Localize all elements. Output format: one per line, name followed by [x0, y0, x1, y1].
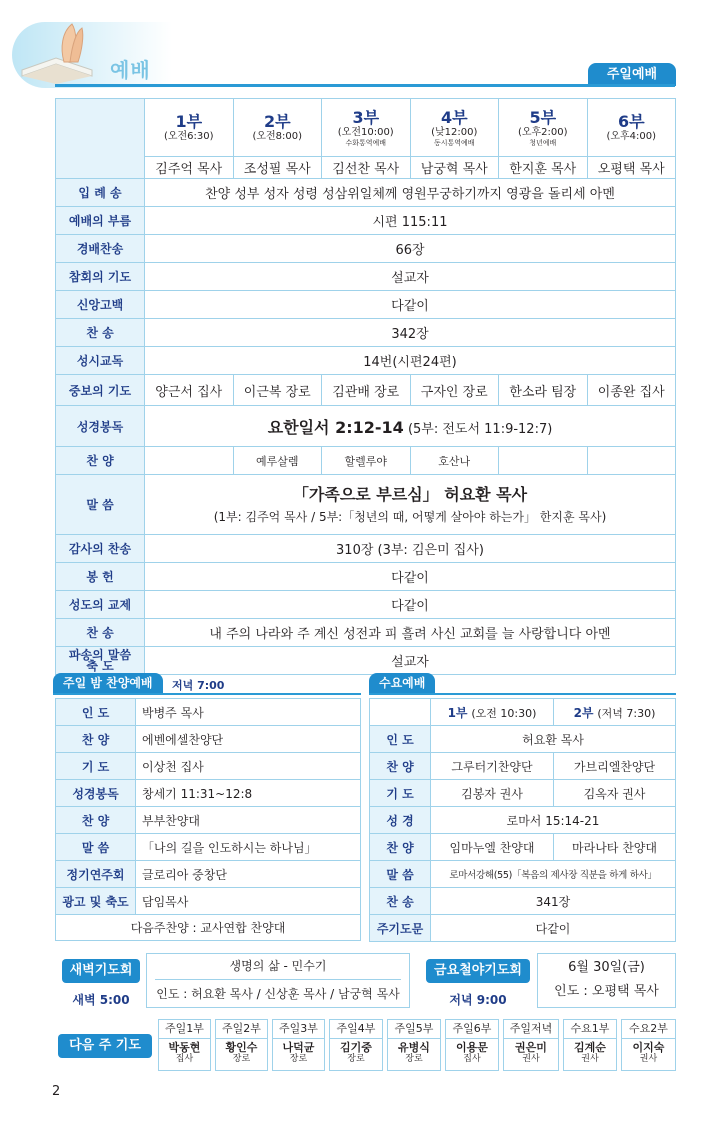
sermon-value	[145, 475, 676, 535]
wednesday-rule	[369, 693, 676, 695]
intercessor: 이근복 장로	[233, 375, 322, 406]
row-value: 창세기 11:31~12:8	[136, 780, 361, 807]
page-header	[0, 0, 715, 92]
service-header: 2부 (오전8:00)	[233, 99, 322, 157]
row-value: 66장	[145, 235, 676, 263]
row-value: 담임목사	[136, 888, 361, 915]
row-label: 찬 양	[56, 807, 136, 834]
row-label: 찬 송	[56, 619, 145, 647]
row-value: 내 주의 나라와 주 계신 성전과 피 흘려 사신 교회를 늘 사랑합니다 아멘	[145, 619, 676, 647]
row-value: 그루터기찬양단	[431, 753, 554, 780]
friday-date: 6월 30일(금)	[568, 960, 645, 975]
praying-hands-bible-icon	[12, 18, 100, 88]
row-value: 찬양 성부 성자 성령 성삼위일체께 영원무궁하기까지 영광을 돌리세 아멘	[145, 179, 676, 207]
sunday-night-title: 주일 밤 찬양예배	[53, 673, 163, 693]
row-label: 참회의 기도	[56, 263, 145, 291]
next-week-prayer-label: 다음 주 기도	[58, 1034, 152, 1058]
sunday-night-rule	[53, 693, 361, 695]
dawn-prayer-label: 새벽기도회	[62, 959, 140, 983]
prayer-slot: 수요1부 김계순 권사	[563, 1019, 617, 1071]
praise-item: 할렐루야	[322, 447, 411, 475]
row-value: 다같이	[145, 563, 676, 591]
row-label: 말 씀	[370, 861, 431, 888]
praise-item	[587, 447, 676, 475]
row-label: 예배의 부름	[56, 207, 145, 235]
intercessor: 양근서 집사	[145, 375, 234, 406]
row-value: 이상천 집사	[136, 753, 361, 780]
row-value: 설교자	[145, 263, 676, 291]
prayer-slot: 주일6부 이용문 집사	[445, 1019, 499, 1071]
sunday-worship-tab: 주일예배	[588, 63, 676, 86]
row-value: 310장 (3부: 김은미 집사)	[145, 535, 676, 563]
praise-item	[145, 447, 234, 475]
page-number: 2	[52, 1084, 61, 1099]
service-pastor: 남궁혁 목사	[410, 157, 499, 179]
row-value: 로마서 15:14-21	[431, 807, 676, 834]
closing-label: 파송의 말씀 축 도	[56, 647, 145, 675]
row-label: 봉 헌	[56, 563, 145, 591]
row-label: 찬 양	[370, 834, 431, 861]
row-value: 14번(시편24편)	[145, 347, 676, 375]
row-label: 인 도	[370, 726, 431, 753]
header-rule	[55, 84, 675, 87]
row-value: 박병주 목사	[136, 699, 361, 726]
prayer-slot: 주일2부 황인수 장로	[215, 1019, 268, 1071]
sunday-night-table	[55, 698, 361, 941]
row-label: 기 도	[56, 753, 136, 780]
closing-value: 설교자	[145, 647, 676, 675]
row-value: 부부찬양대	[136, 807, 361, 834]
row-value: 김봉자 권사	[431, 780, 554, 807]
wed-service-header: 1부 (오전 10:30)	[431, 699, 554, 726]
friday-prayer-box	[537, 953, 676, 1008]
row-label: 찬 송	[56, 319, 145, 347]
row-value: 허요환 목사	[431, 726, 676, 753]
praise-item	[499, 447, 588, 475]
row-label: 찬 양	[56, 726, 136, 753]
dawn-leaders: 인도 : 허요환 목사 / 신상훈 목사 / 남궁혁 목사	[156, 987, 400, 1001]
table-corner	[370, 699, 431, 726]
row-value: 에벤에셀찬양단	[136, 726, 361, 753]
service-header: 3부 (오전10:00) 수화통역예배	[322, 99, 411, 157]
wed-service-header: 2부 (저녁 7:30)	[554, 699, 676, 726]
row-value: 가브리엘찬양단	[554, 753, 676, 780]
friday-prayer-label: 금요철야기도회	[426, 959, 530, 983]
wednesday-title: 수요예배	[369, 673, 435, 693]
praise-label: 찬 양	[56, 447, 145, 475]
row-value: 김옥자 권사	[554, 780, 676, 807]
dawn-prayer-box	[146, 953, 410, 1008]
row-label: 입 례 송	[56, 179, 145, 207]
sermon-title: 「가족으로 부르심」 허요환 목사	[292, 484, 528, 504]
row-value: 로마서강해(55)「복음의 제사장 직분을 하게 하사」	[431, 861, 676, 888]
row-value: 다같이	[145, 591, 676, 619]
friday-prayer-time: 저녁 9:00	[449, 993, 507, 1007]
prayer-slot: 주일4부 김기중 장로	[329, 1019, 383, 1071]
service-pastor: 조성필 목사	[233, 157, 322, 179]
page-title: 예배	[110, 58, 151, 82]
scripture-alt: (5부: 전도서 11:9-12:7)	[407, 421, 553, 437]
prayer-slot: 주일5부 유병식 장로	[387, 1019, 441, 1071]
scripture-value	[145, 406, 676, 447]
row-value: 글로리아 중창단	[136, 861, 361, 888]
service-header: 6부 (오후4:00)	[587, 99, 676, 157]
intercessor: 구자인 장로	[410, 375, 499, 406]
scripture-label: 성경봉독	[56, 406, 145, 447]
row-label: 찬 양	[370, 753, 431, 780]
row-value: 341장	[431, 888, 676, 915]
prayer-slot: 주일1부 박동현 집사	[158, 1019, 211, 1071]
next-week-praise: 다음주찬양 : 교사연합 찬양대	[56, 915, 361, 941]
prayer-slot: 수요2부 이지숙 권사	[621, 1019, 676, 1071]
row-value: 다같이	[431, 915, 676, 942]
sermon-alt: (1부: 김주억 목사 / 5부:「청년의 때, 어떻게 살아야 하는가」 한지훈 목사)	[213, 509, 607, 524]
intercessor: 한소라 팀장	[499, 375, 588, 406]
row-value: 「나의 길을 인도하시는 하나님」	[136, 834, 361, 861]
friday-leader: 인도 : 오평택 목사	[554, 984, 659, 999]
row-label: 성도의 교제	[56, 591, 145, 619]
service-pastor: 오평택 목사	[587, 157, 676, 179]
service-pastor: 김선찬 목사	[322, 157, 411, 179]
row-value: 마라나타 찬양대	[554, 834, 676, 861]
scripture-main: 요한일서 2:12-14	[267, 417, 404, 437]
prayer-slot: 주일저녁 권은미 권사	[503, 1019, 559, 1071]
row-label: 신앙고백	[56, 291, 145, 319]
prayer-slot: 주일3부 나덕균 장로	[272, 1019, 325, 1071]
dawn-prayer-time: 새벽 5:00	[72, 993, 130, 1007]
row-label: 주기도문	[370, 915, 431, 942]
row-label: 성경봉독	[56, 780, 136, 807]
praise-item: 호산나	[410, 447, 499, 475]
sunday-worship-table	[55, 98, 676, 675]
row-label: 찬 송	[370, 888, 431, 915]
service-pastor: 김주억 목사	[145, 157, 234, 179]
intercessor: 이종완 집사	[587, 375, 676, 406]
row-label: 감사의 찬송	[56, 535, 145, 563]
row-label: 성시교독	[56, 347, 145, 375]
row-label: 경배찬송	[56, 235, 145, 263]
row-value: 시편 115:11	[145, 207, 676, 235]
sermon-label: 말 씀	[56, 475, 145, 535]
row-label: 성 경	[370, 807, 431, 834]
row-label: 기 도	[370, 780, 431, 807]
wednesday-table	[369, 698, 676, 942]
table-corner	[56, 99, 145, 179]
service-header: 5부 (오후2:00) 청년예배	[499, 99, 588, 157]
sunday-night-time: 저녁 7:00	[172, 679, 225, 692]
praise-item: 예루살렘	[233, 447, 322, 475]
row-value: 임마누엘 찬양대	[431, 834, 554, 861]
row-label: 인 도	[56, 699, 136, 726]
row-label: 말 씀	[56, 834, 136, 861]
row-label: 광고 및 축도	[56, 888, 136, 915]
service-header: 1부 (오전6:30)	[145, 99, 234, 157]
row-value: 다같이	[145, 291, 676, 319]
row-label: 정기연주회	[56, 861, 136, 888]
intercessor: 김관배 장로	[322, 375, 411, 406]
dawn-sermon: 생명의 삶 - 민수기	[155, 954, 401, 980]
row-value: 342장	[145, 319, 676, 347]
service-pastor: 한지훈 목사	[499, 157, 588, 179]
intercession-label: 중보의 기도	[56, 375, 145, 406]
service-header: 4부 (낮12:00) 동시통역예배	[410, 99, 499, 157]
